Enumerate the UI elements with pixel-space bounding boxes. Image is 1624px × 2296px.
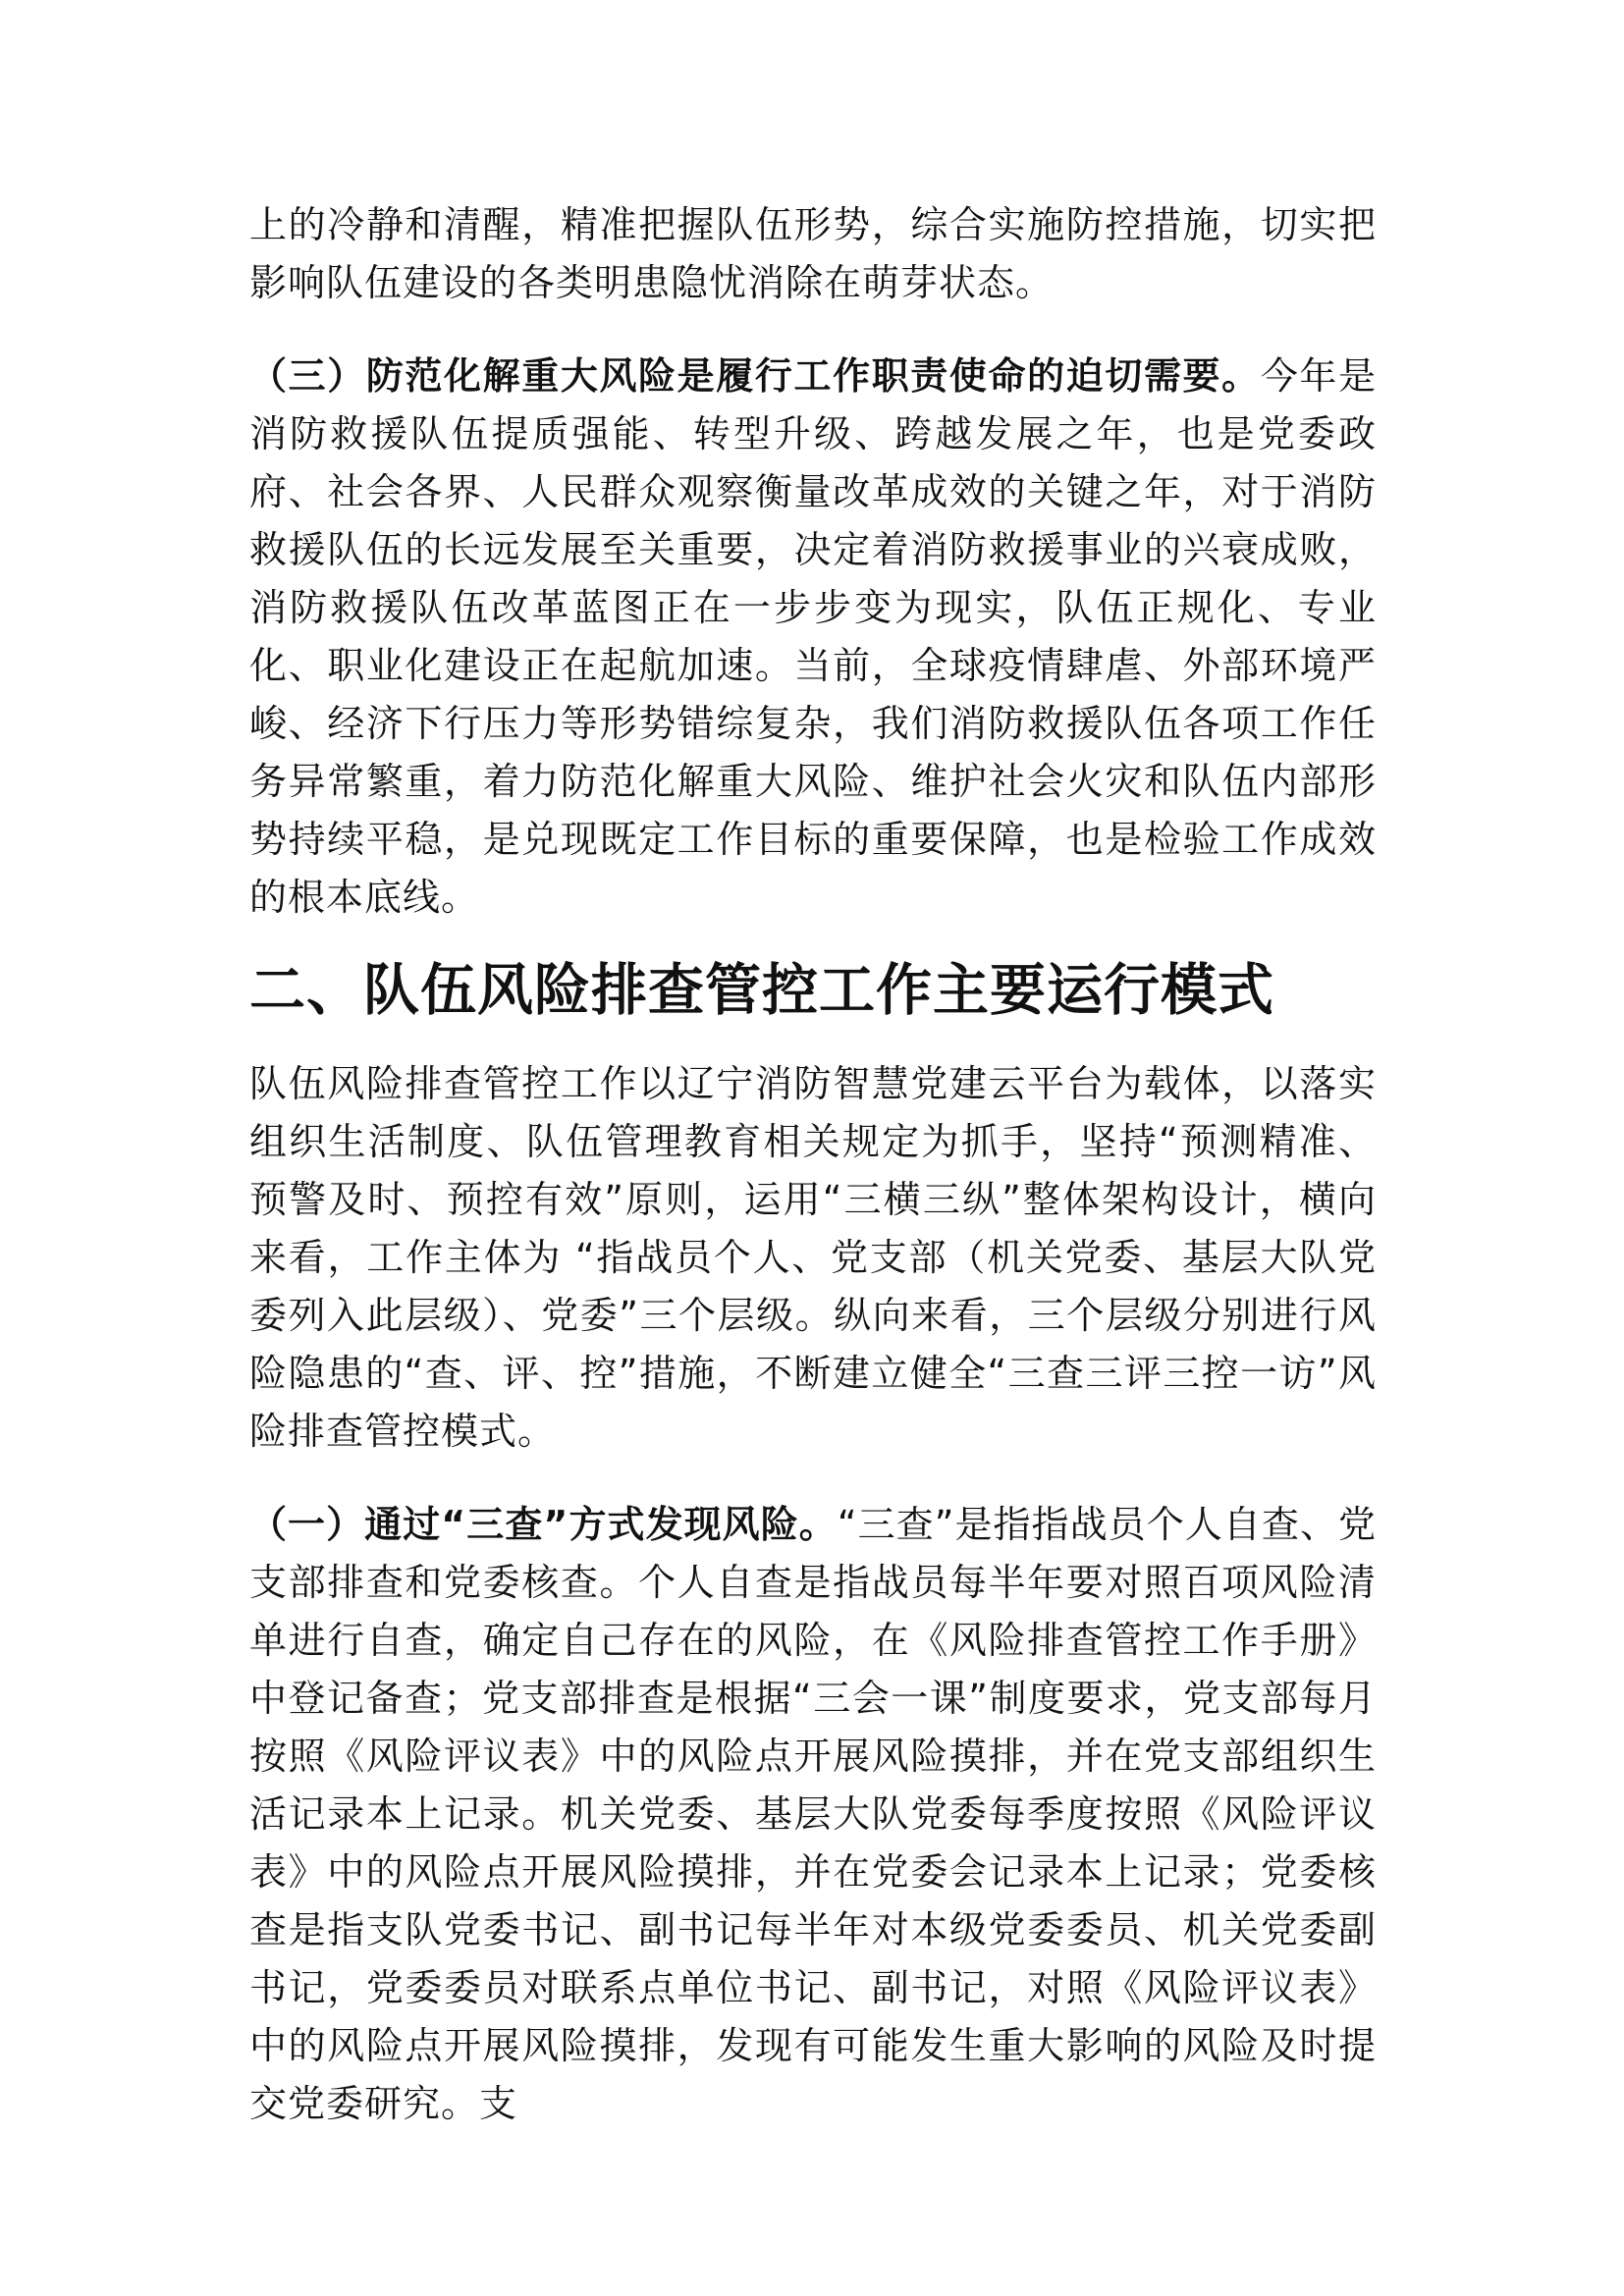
paragraph-text: 上的冷静和清醒，精准把握队伍形势，综合实施防控措施，切实把影响队伍建设的各类明患隐忧消除在萌芽状态。 xyxy=(249,203,1377,304)
paragraph-lead-heading: （一）通过“三查”方式发现风险。 xyxy=(249,1503,838,1546)
paragraph-text: 今年是消防救援队伍提质强能、转型升级、跨越发展之年，也是党委政府、社会各界、人民群众观察衡量改革成效的关键之年，对于消防救援队伍的长远发展至关重要，决定着消防救援事业的兴衰成败，消防救援队伍改革蓝图正在一步步变为现实，队伍正规化、专业化、职业化建设正在起航加速。当前，全球疫情肆虐、外部环境严峻、经济下行压力等形势错综复杂，我们消防救援队伍各项工作任务异常繁重，着力防范化解重大风险、维护社会火灾和队伍内部形势持续平稳，是兑现既定工作目标的重要保障，也是检验工作成效的根本底线。 xyxy=(249,354,1377,919)
section-heading: 二、队伍风险排查管控工作主要运行模式 xyxy=(249,958,1274,1023)
paragraph-operating-mode xyxy=(249,1055,1377,1461)
paragraph-section-three xyxy=(249,347,1377,927)
paragraph-lead-heading: （三）防范化解重大风险是履行工作职责使命的迫切需要。 xyxy=(249,354,1261,398)
paragraph-text: “三查”是指指战员个人自查、党支部排查和党委核查。个人自查是指战员每半年要对照百项风险清单进行自查，确定自己存在的风险，在《风险排查管控工作手册》中登记备查；党支部排查是根据“三会一课”制度要求，党支部每月按照《风险评议表》中的风险点开展风险摸排，并在党支部组织生活记录本上记录。机关党委、基层大队党委每季度按照《风险评议表》中的风险点开展风险摸排，并在党委会记录本上记录；党委核查是指支队党委书记、副书记每半年对本级党委委员、机关党委副书记，党委委员对联系点单位书记、副书记，对照《风险评议表》中的风险点开展风险摸排，发现有可能发生重大影响的风险及时提交党委研究。支 xyxy=(249,1503,1377,2125)
paragraph-text: 队伍风险排查管控工作以辽宁消防智慧党建云平台为载体，以落实组织生活制度、队伍管理教育相关规定为抓手，坚持“预测精准、预警及时、预控有效”原则，运用“三横三纵”整体架构设计，横向来看，工作主体为 “指战员个人、党支部（机关党委、基层大队党委列入此层级）、党委”三个层级。纵向来看，三个层级分别进行风险隐患的“查、评、控”措施，不断建立健全“三查三评三控一访”风险排查管控模式。 xyxy=(249,1062,1377,1453)
paragraph-three-checks xyxy=(249,1496,1377,2133)
paragraph-continuation xyxy=(249,196,1377,312)
document-body xyxy=(249,196,1377,2133)
